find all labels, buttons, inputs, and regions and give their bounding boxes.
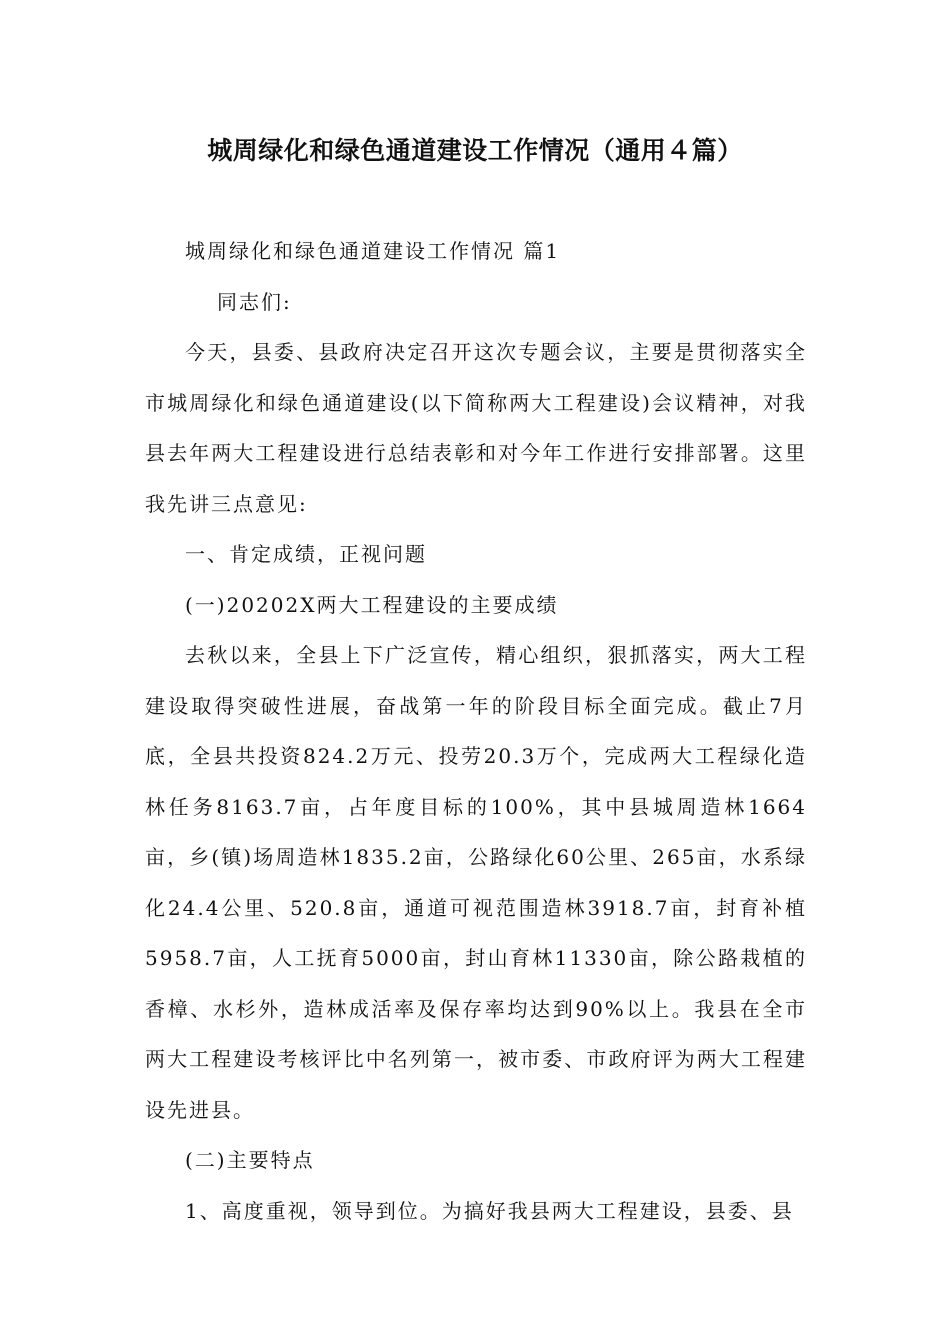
document-body: [145, 226, 807, 1236]
document-title: 城周绿化和绿色通道建设工作情况（通用４篇）: [207, 136, 743, 165]
paragraph-feature-one: 1、高度重视，领导到位。为搞好我县两大工程建设，县委、县: [185, 1198, 794, 1223]
subheading-features: (二)主要特点: [185, 1148, 315, 1172]
section-heading: 城周绿化和绿色通道建设工作情况 篇1: [185, 239, 561, 263]
subheading-achievements: (一)20202X两大工程建设的主要成绩: [185, 592, 559, 617]
paragraph-achievements: 去秋以来，全县上下广泛宣传，精心组织，狠抓落实，两大工程建设取得突破性进展，奋战第一年的阶段目标全面完成。截止7月底，全县共投资824.2万元、投劳20.3万个，完成两大工程绿化造林任务8163.7亩，占年度目标的100%，其中县城周造林1664亩，乡(镇)场周造林1835.2亩，公路绿化60公里、265亩，水系绿化24.4公里、520.8亩，通道可视范围造林3918.7亩，封育补植5958.7亩，人工抚育5000亩，封山育林11330亩，除公路栽植的香樟、水杉外，造林成活率及保存率均达到90%以上。我县在全市两大工程建设考核评比中名列第一，被市委、市政府评为两大工程建设先进县。: [145, 643, 807, 1122]
heading-part-one: 一、肯定成绩，正视问题: [185, 542, 427, 566]
salutation: 同志们:: [217, 289, 292, 314]
paragraph-intro: 今天，县委、县政府决定召开这次专题会议，主要是贯彻落实全市城周绿化和绿色通道建设(以下简称两大工程建设)会议精神，对我县去年两大工程建设进行总结表彰和对今年工作进行安排部署。这里我先讲三点意见:: [145, 340, 807, 516]
